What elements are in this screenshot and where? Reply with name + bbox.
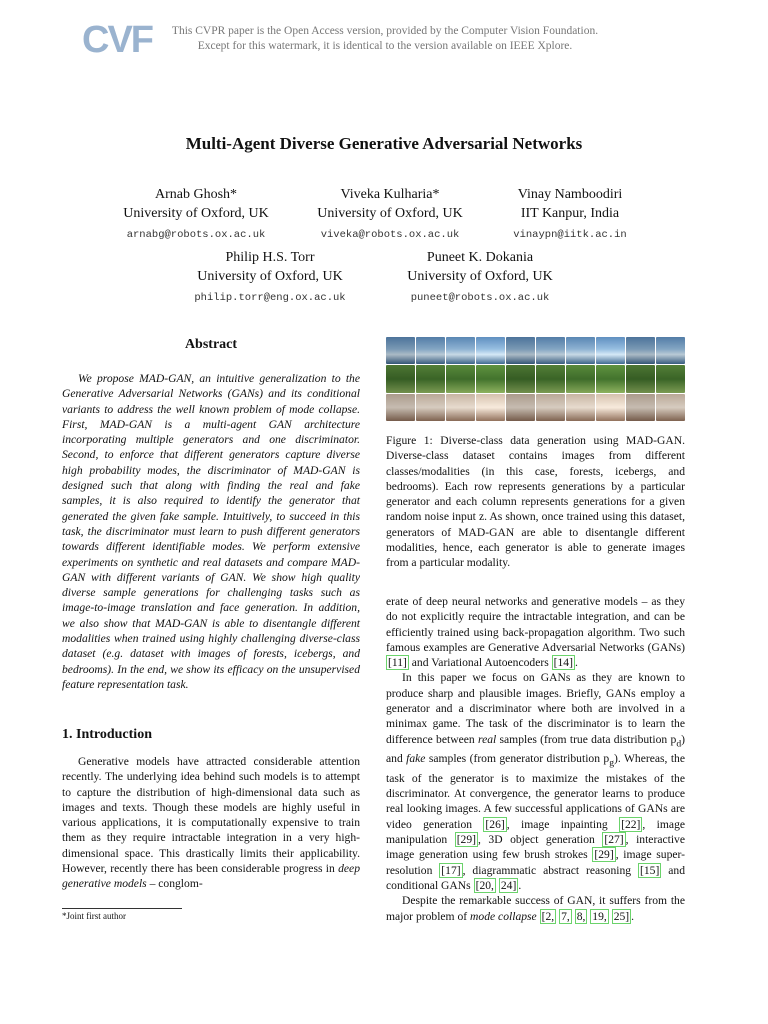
author-block: [106, 185, 286, 247]
footnote-rule: [62, 908, 182, 909]
generated-image-forest: [596, 365, 625, 392]
generated-image-forest: [386, 365, 415, 392]
author-affiliation: University of Oxford, UK: [317, 206, 463, 221]
generated-image-forest: [476, 365, 505, 392]
intro-paragraph: Despite the remarkable success of GAN, it suffers from the major problem of mode collapse [2, 7, 8, 19, 25] .: [386, 894, 685, 923]
author-block: [390, 248, 570, 310]
generated-image-forest: [446, 365, 475, 392]
citation-link[interactable]: 24]: [500, 878, 517, 892]
author-affiliation: University of Oxford, UK: [407, 269, 553, 284]
generated-image-ice: [566, 337, 595, 364]
author-affiliation: University of Oxford, UK: [123, 206, 269, 221]
citation-link[interactable]: [29]: [594, 848, 614, 862]
generated-image-bed: [476, 394, 505, 421]
citation-link[interactable]: 25]: [613, 909, 630, 923]
generated-image-ice: [656, 337, 685, 364]
citation-link[interactable]: 8,: [576, 909, 586, 923]
generated-image-ice: [596, 337, 625, 364]
author-email[interactable]: viveka@robots.ox.ac.uk: [320, 229, 460, 241]
citation-link[interactable]: 19,: [592, 909, 607, 923]
generated-image-ice: [416, 337, 445, 364]
citation-link[interactable]: 7,: [561, 909, 570, 923]
intro-paragraph: Generative models have attracted considerable attention recently. The underlying idea behind such models is to attempt to capture the distribution of high-dimensional data such as images and texts. Though these models are highly useful in various applications, it is computationally expensive to train them as they require intractable integration in a very high-dimensional space. This drastically limits their applicability. However, recently there has been considerable progress in deep generative models – conglom-: [62, 755, 360, 891]
citation-link[interactable]: [17]: [441, 863, 461, 877]
generated-image-bed: [566, 394, 595, 421]
generated-image-ice: [386, 337, 415, 364]
citation-link[interactable]: [2,: [541, 909, 555, 923]
generated-image-ice: [476, 337, 505, 364]
author-block: [480, 185, 660, 247]
abstract-text: We propose MAD-GAN, an intuitive generalization to the Generative Adversarial Networks (GANs) and its conditional variants to address the well known problem of mode collapse. First, MAD-GAN is a multi-agent GAN architecture incorporating multiple generators and one discriminator. Second, to enforce that different generators capture diverse high probability modes, the discriminator of MAD-GAN is designed such that along with finding the real and fake samples, it is also required to identify the generator that generated the given fake sample. Intuitively, to succeed in this task, the discriminator must learn to push different generators towards different identifiable modes. We perform extensive experiments on synthetic and real datasets and compare MAD-GAN with different variants of GAN. We show high quality diverse sample generations for challenging tasks such as image-to-image translation and face generation. In addition, we also show that MAD-GAN is able to disentangle different modalities when trained using highly challenging diverse-class dataset (e.g. dataset with images of forests, icebergs, and bedrooms). In the end, we show its efficacy on the unsupervised feature representation task.: [62, 372, 360, 691]
figure-1-image-grid: [386, 337, 685, 421]
author-email[interactable]: arnabg@robots.ox.ac.uk: [126, 229, 266, 241]
generated-image-forest: [626, 365, 655, 392]
citation-link[interactable]: [27]: [604, 833, 624, 847]
author-affiliation: IIT Kanpur, India: [520, 206, 620, 221]
figure-caption-text: Figure 1: Diverse-class data generation using MAD-GAN. Diverse-class dataset contains images from different classes/modalities (in this case, forests, icebergs, and bedrooms). Each row represents generations by a particular generator and each column represents generations for a given random noise input z. As shown, once trained using this dataset, generators of MAD-GAN are able to disentangle different modalities, hence, each generator is able to generate images from a particular modality.: [386, 434, 685, 570]
generated-image-forest: [506, 365, 535, 392]
generated-image-ice: [446, 337, 475, 364]
citation-link[interactable]: [11]: [388, 656, 407, 670]
author-affiliation: University of Oxford, UK: [197, 269, 343, 284]
generated-image-forest: [416, 365, 445, 392]
generated-image-forest: [536, 365, 565, 392]
watermark-notice: [150, 24, 620, 54]
generated-image-ice: [536, 337, 565, 364]
citation-link[interactable]: [29]: [456, 833, 477, 847]
author-name: Puneet K. Dokania: [426, 250, 534, 265]
watermark-line-2: Except for this watermark, it is identical to the version available on IEEE Xplore.: [197, 40, 573, 52]
author-name: Philip H.S. Torr: [225, 250, 315, 265]
citation-link[interactable]: [22]: [621, 817, 641, 831]
author-name: Arnab Ghosh*: [154, 187, 238, 202]
author-block: [300, 185, 480, 247]
cvf-logo: CVF: [82, 19, 152, 61]
generated-image-ice: [626, 337, 655, 364]
generated-image-bed: [416, 394, 445, 421]
author-name: Vinay Namboodiri: [517, 187, 623, 202]
author-email[interactable]: philip.torr@eng.ox.ac.uk: [194, 292, 346, 304]
section-heading-introduction: 1. Introduction: [62, 727, 152, 742]
citation-link[interactable]: [20,: [475, 878, 494, 892]
author-email[interactable]: puneet@robots.ox.ac.uk: [410, 292, 550, 304]
author-block: [180, 248, 360, 310]
generated-image-bed: [626, 394, 655, 421]
generated-image-forest: [656, 365, 685, 392]
abstract-heading: Abstract: [184, 337, 238, 352]
generated-image-bed: [506, 394, 535, 421]
citation-link[interactable]: [15]: [640, 863, 660, 877]
citation-link[interactable]: [26]: [485, 817, 505, 831]
paper-title: Multi-Agent Diverse Generative Adversarial Networks: [185, 134, 583, 153]
figure-1-caption: [386, 433, 685, 571]
watermark-line-1: This CVPR paper is the Open Access version, provided by the Computer Vision Foundation.: [171, 25, 599, 37]
author-email[interactable]: vinaypn@iitk.ac.in: [513, 229, 627, 241]
intro-paragraph: erate of deep neural networks and generative models – as they do not explicitly require the intractable integration, and can be efficiently trained using back-propagation algorithm. Two such famous examples are Generative Adversarial Networks (GANs) [11] and Variational Autoencoders [14] .: [386, 595, 685, 670]
generated-image-bed: [536, 394, 565, 421]
abstract-body: [62, 371, 360, 692]
citation-link[interactable]: [14]: [553, 656, 573, 670]
generated-image-bed: [656, 394, 685, 421]
generated-image-bed: [386, 394, 415, 421]
introduction-body: [62, 754, 360, 892]
generated-image-bed: [446, 394, 475, 421]
generated-image-forest: [566, 365, 595, 392]
generated-image-bed: [596, 394, 625, 421]
author-name: Viveka Kulharia*: [340, 187, 440, 202]
footnote: *Joint first author: [62, 911, 126, 921]
generated-image-ice: [506, 337, 535, 364]
intro-paragraph: In this paper we focus on GANs as they are known to produce sharp and plausible images. Briefly, GANs employ a generator and a discriminator where both are involved in a minimax game. The task of the discriminator is to learn the difference between real samples (from true data distribution $p_d$) and fake samples (from generator distribution $p_g$). Whereas, the task of the generator is to maximize the mistakes of the discriminator. At convergence, the generator learns to produce real looking images. A few successful applications of GANs are video generation [26] , image inpainting [22] , image manipulation [29] , 3D object generation [27] , interactive image generation using few brush strokes [29] , image super-resolution [17] , diagrammatic abstract reasoning [15] and conditional GANs [20, 24] .: [386, 671, 686, 892]
introduction-continued: [386, 594, 685, 924]
